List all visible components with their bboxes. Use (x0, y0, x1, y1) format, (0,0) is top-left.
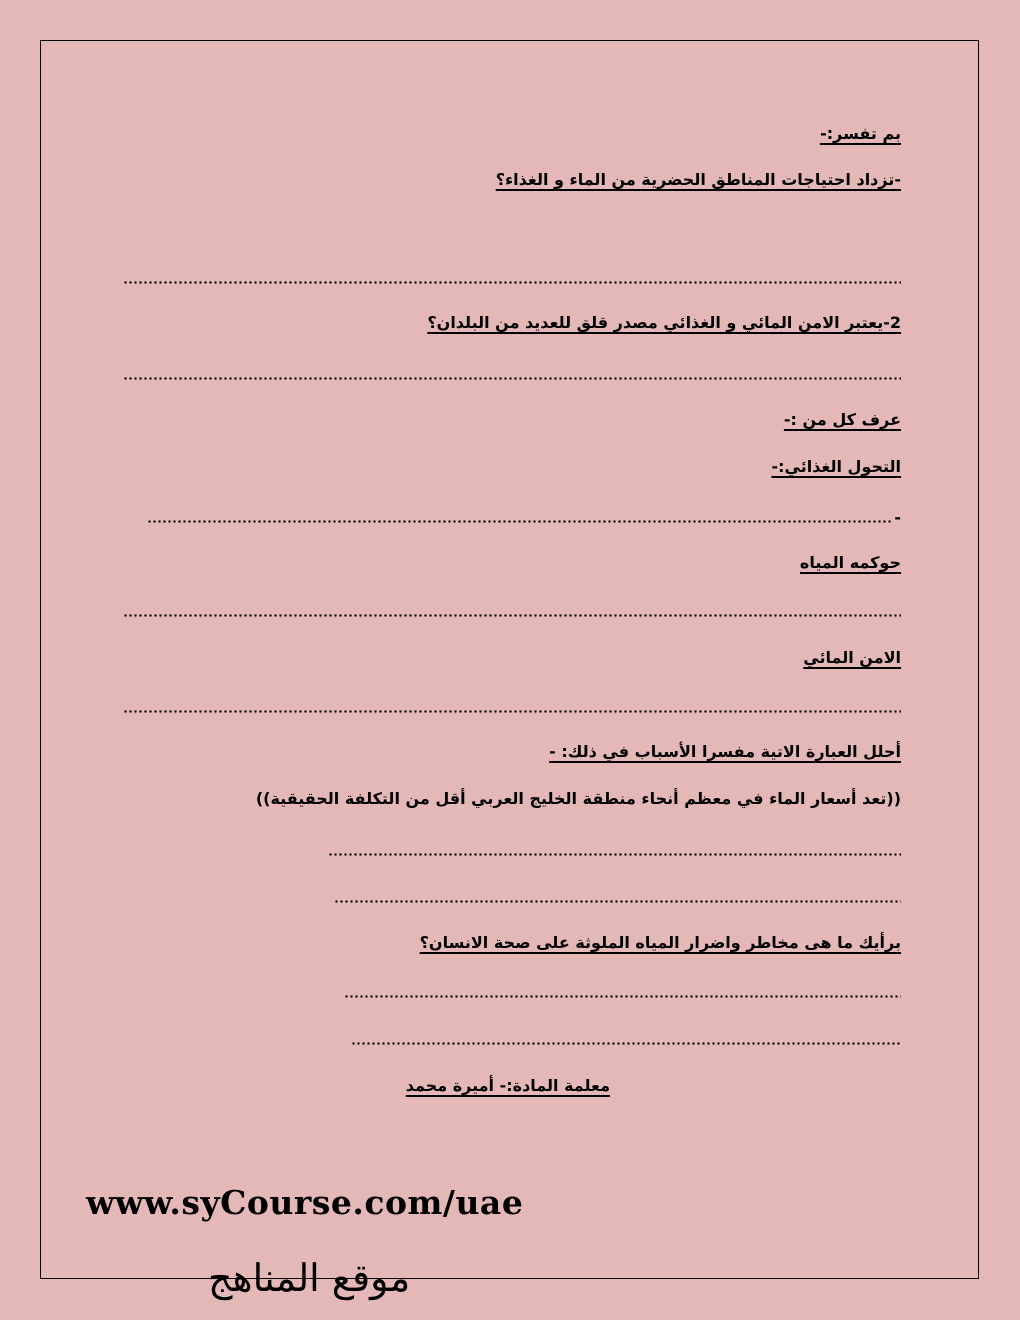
question-1: -تزداد احتياجات المناطق الحضرية من الماء و الغذاء؟ (495, 170, 901, 189)
question-2: 2-يعتبر الامن المائي و الغذائي مصدر قلق للعديد من البلدان؟ (427, 313, 901, 332)
answer-line-analysis-1 (328, 853, 901, 856)
answer-line-water-governance (123, 614, 901, 617)
answer-line-dash: - (894, 508, 901, 527)
section-heading-explain: بم تفسر:- (820, 124, 901, 143)
answer-line-2 (123, 377, 901, 380)
term-water-governance: حوكمه المياه (799, 553, 901, 572)
term-food-transition: التحول الغذائي:- (771, 457, 901, 476)
answer-line-analysis-2 (334, 900, 901, 903)
answer-line-1 (123, 281, 901, 284)
opinion-question: برأيك ما هى مخاطر واضرار المياه الملوثة على صحة الانسان؟ (419, 933, 901, 952)
teacher-signature: معلمة المادة:- أميرة محمد (405, 1076, 610, 1095)
website-url: www.syCourse.com/uae (86, 1183, 524, 1222)
section-heading-analyze: أحلل العبارة الاتية مفسرا الأسباب في ذلك: - (549, 742, 901, 761)
answer-line-opinion-2 (351, 1042, 901, 1045)
section-heading-define: عرف كل من :- (783, 410, 901, 429)
site-name: موقع المناهج (208, 1256, 411, 1300)
answer-line-food-transition (147, 520, 891, 523)
answer-line-opinion-1 (344, 995, 901, 998)
analysis-statement: ((تعد أسعار الماء في معظم أنحاء منطقة الخليج العربي أقل من التكلفة الحقيقية)) (255, 789, 901, 808)
answer-line-water-security (123, 710, 901, 713)
term-water-security: الامن المائي (803, 648, 901, 667)
